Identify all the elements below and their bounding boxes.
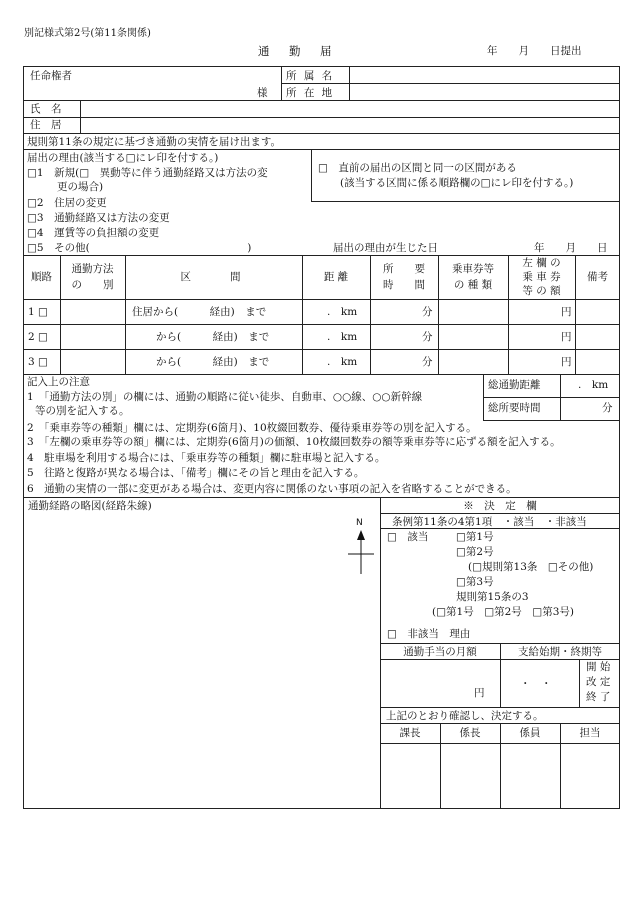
location-label: 所 在 地 <box>286 87 335 99</box>
col-section: 区 間 <box>180 271 247 283</box>
same-route-checkbox[interactable]: □ 直前の届出の区間と同一の区間がある <box>318 162 517 174</box>
note-5: 5 往路と復路が異なる場合は、「備考」欄にその旨と理由を記入する。 <box>27 467 365 479</box>
occur-date-value: 年 月 日 <box>534 242 608 254</box>
route-map-area[interactable] <box>26 514 378 806</box>
decision-line-1[interactable]: □第1号 <box>456 531 494 543</box>
row-3-amount: 円 <box>561 356 572 368</box>
row-1-amount: 円 <box>561 306 572 318</box>
row-2-distance: . km <box>327 331 358 343</box>
row-3-order[interactable]: 3 □ <box>28 356 48 368</box>
col-order: 順路 <box>31 271 52 283</box>
intro-text: 規則第11条の規定に基づき通勤の実情を届け出ます。 <box>27 136 282 148</box>
reason-item-4[interactable]: □4 運賃等の負担額の変更 <box>27 227 160 239</box>
reason-item-1-cont: 更の場合) <box>57 181 104 193</box>
name-field[interactable] <box>84 101 614 116</box>
decision-line-4[interactable]: □第3号 <box>456 576 494 588</box>
note-4: 4 駐車場を利用する場合には、「乗車券等の種類」欄に駐車場と記入する。 <box>27 452 386 464</box>
decision-line-2[interactable]: □第2号 <box>456 546 494 558</box>
total-time-label: 総所要時間 <box>488 402 541 414</box>
reason-heading: 届出の理由(該当する□にレ印を付する。) <box>27 152 219 164</box>
row-1-order[interactable]: 1 □ <box>28 306 48 318</box>
period-end: 終 了 <box>586 691 611 703</box>
col-method-1: 通勤方法 <box>71 263 114 275</box>
total-time-value: 分 <box>602 402 613 414</box>
col-method-2: の 別 <box>71 279 114 291</box>
note-6: 6 通勤の実情の一部に変更がある場合は、変更内容に関係のない事項の記入を省略することができる。 <box>27 483 517 495</box>
col-ticket-1: 乗車券等 <box>452 263 494 275</box>
row-2-amount: 円 <box>561 331 572 343</box>
north-label: N <box>356 518 363 528</box>
period-date: ・ ・ <box>520 678 552 690</box>
monthly-yen: 円 <box>474 687 485 699</box>
row-3-section: から( 経由) まで <box>156 356 270 368</box>
reason-item-2[interactable]: □2 住居の変更 <box>27 197 107 209</box>
notes-heading: 記入上の注意 <box>27 376 90 388</box>
decision-line-6[interactable]: (□第1号 □第2号 □第3号) <box>432 606 574 618</box>
total-distance-value: . km <box>578 379 609 391</box>
row-1-time: 分 <box>422 306 433 318</box>
period-start: 開 始 <box>586 661 611 673</box>
col-distance: 距 離 <box>323 271 349 283</box>
address-label: 住 居 <box>30 119 62 131</box>
period-revise: 改 定 <box>586 676 611 688</box>
decision-article: 条例第11条の4第1項 ・該当 ・非該当 <box>392 516 587 528</box>
stamp-person-in-charge: 担当 <box>579 727 601 739</box>
col-remarks: 備考 <box>587 271 608 283</box>
stamp-section-chief: 課長 <box>399 727 421 739</box>
reason-item-3[interactable]: □3 通勤経路又は方法の変更 <box>27 212 170 224</box>
payment-period-label: 支給始期・終期等 <box>518 646 602 658</box>
not-applicable-checkbox[interactable]: □ 非該当 理由 <box>387 628 471 640</box>
col-ticket-2: の 種 類 <box>453 279 493 291</box>
col-amount-1: 左 欄 の <box>522 257 561 269</box>
row-3-distance: . km <box>327 356 358 368</box>
col-amount-2: 乗 車 券 <box>522 271 561 283</box>
form-id: 別記様式第2号(第11条関係) <box>24 28 151 39</box>
department-label: 所 属 名 <box>286 70 335 82</box>
stamp-subsection-chief: 係長 <box>459 727 481 739</box>
decision-line-3[interactable]: (□規則第13条 □その他) <box>468 561 594 573</box>
note-3: 3 「左欄の乗車券等の額」欄には、定期券(6箇月)の価額、10枚綴回数券の額等乗車券等に応ずる額を記入する。 <box>27 436 561 448</box>
note-1-cont: 等の別を記入する。 <box>35 405 130 417</box>
submission-date: 年 月 日提出 <box>487 45 582 57</box>
applicable-checkbox[interactable]: □ 該当 <box>387 531 429 543</box>
row-1-distance: . km <box>327 306 358 318</box>
total-distance-label: 総通勤距離 <box>488 379 541 391</box>
appointer-honorific: 様 <box>257 87 268 99</box>
col-time-2: 時 間 <box>383 279 425 291</box>
stamp-staff: 係員 <box>519 727 541 739</box>
note-2: 2 「乗車券等の種類」欄には、定期券(6箇月)、10枚綴回数券、優待乗車券等の別を記入する。 <box>27 422 477 434</box>
reason-item-5[interactable]: □5 その他( ) <box>27 242 252 254</box>
name-label: 氏 名 <box>30 103 62 115</box>
row-2-section: から( 経由) まで <box>156 331 270 343</box>
decision-line-5: 規則第15条の3 <box>456 591 529 603</box>
col-time-1: 所 要 <box>383 263 425 275</box>
row-2-order[interactable]: 2 □ <box>28 331 48 343</box>
row-3-time: 分 <box>422 356 433 368</box>
decision-heading: ※ 決 定 欄 <box>463 500 537 512</box>
occur-date-label: 届出の理由が生じた日 <box>333 242 438 254</box>
col-amount-3: 等 の 額 <box>522 285 561 297</box>
form-title: 通 勤 届 <box>258 44 336 58</box>
same-route-note: (該当する区間に係る順路欄の□にレ印を付する。) <box>340 177 574 189</box>
address-field[interactable] <box>84 118 614 132</box>
row-1-section: 住居から( 経由) まで <box>132 306 267 318</box>
reason-item-1[interactable]: □1 新規(□ 異動等に伴う通勤経路又は方法の変 <box>27 167 268 179</box>
map-label: 通勤経路の略図(経路朱線) <box>28 500 152 512</box>
row-2-time: 分 <box>422 331 433 343</box>
note-1: 1 「通勤方法の別」の欄には、通勤の順路に従い徒歩、自動車、○○線、○○新幹線 <box>27 391 423 403</box>
monthly-amount-label: 通勤手当の月額 <box>403 646 477 658</box>
appointer-label: 任命権者 <box>30 70 72 82</box>
confirm-text: 上記のとおり確認し、決定する。 <box>386 710 544 722</box>
north-arrow-icon <box>348 530 374 574</box>
